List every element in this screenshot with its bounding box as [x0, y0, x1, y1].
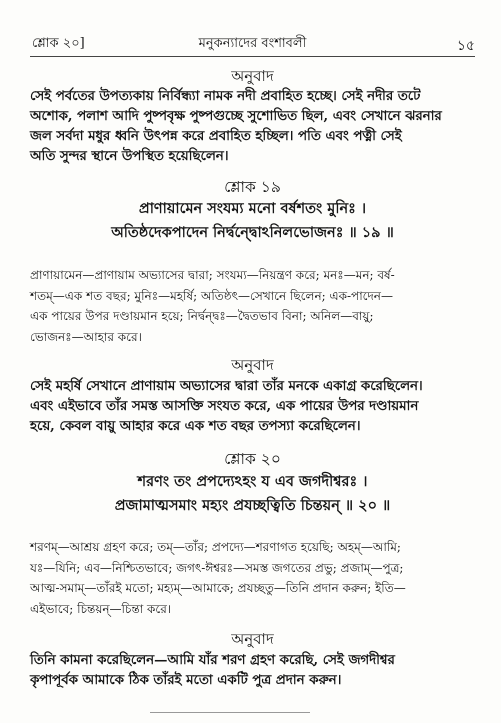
translation-paragraph-2: [30, 377, 475, 437]
verse-title-19: শ্লোক ১৯: [224, 178, 281, 196]
text-line: যঃ—যিনি; এব—নিশ্চিতভাবে; জগৎ-ঈশ্বরঃ—সমস্ত জগতের প্রভু; প্রজাম্—পুত্র;: [30, 560, 404, 575]
text-line: তিনি কামনা করেছিলেন—আমি যাঁর শরণ গ্রহণ করেছি, সেই জগদীশ্বর: [30, 653, 395, 668]
text-line: এবং এইভাবে তাঁর সমস্ত আসক্তি সংযত করে, এক পায়ের উপর দণ্ডায়মান: [30, 399, 419, 414]
running-header: [30, 34, 475, 54]
header-chapter-title: মনুকন্যাদের বংশাবলী: [198, 36, 307, 51]
translation-heading-2: অনুবাদ: [231, 356, 274, 374]
verse-title-20: শ্লোক ২০: [224, 450, 281, 468]
verse-text-20: [30, 470, 475, 518]
text-line: প্রাণায়ামেন—প্রাণায়াম অভ্যাসের দ্বারা; সংযম্য—নিয়ন্ত্রণ করে; মনঃ—মন; বর্ষ-: [30, 268, 395, 282]
translation-heading-3: অনুবাদ: [231, 630, 274, 648]
text-line: শরণম্—আশ্রয় গ্রহণ করে; তম্—তাঁর; প্রপদ্যে—শরণাগত হয়েছি; অহম্—আমি;: [30, 540, 401, 554]
verse-line: শরণং তং প্রপদ্যেঽহং য এব জগদীশ্বরঃ ।: [137, 473, 368, 490]
text-line: আত্ম-সমাম্—তাঁরই মতো; মহ্যম্—আমাকে; প্রযচ্ছতু—তিনি প্রদান করুন; ইতি—: [30, 581, 406, 595]
verse-text-19: [30, 197, 475, 245]
word-for-word-19: [30, 265, 475, 347]
text-line: সেই পর্বতের উপত্যকায় নির্বিন্ধ্যা নামক নদী প্রবাহিত হচ্ছে। সেই নদীর তটে: [30, 89, 421, 104]
text-line: হয়ে, কেবল বায়ু আহার করে এক শত বছর তপস্যা করেছিলেন।: [30, 419, 361, 434]
word-for-word-20: [30, 537, 475, 619]
translation-heading-1: অনুবাদ: [231, 67, 274, 85]
header-verse-reference: শ্লোক ২০]: [32, 36, 85, 51]
text-line: শতম্—এক শত বছর; মুনিঃ—মহর্ষি; অতিষ্ঠৎ—সেখানে ছিলেন; এক-পাদেন—: [30, 288, 393, 303]
verse-line: প্রজামাত্মসমাং মহ্যং প্রযচ্ছত্বিতি চিন্তয়ন্ ॥ ২০ ॥: [114, 497, 391, 514]
page-number: ১৫: [456, 38, 475, 54]
verse-line: প্রাণায়ামেন সংযম্য মনো বর্ষশতং মুনিঃ ।: [138, 200, 367, 217]
text-line: এক পায়ের উপর দণ্ডায়মান হয়ে; নির্দ্বন্দ্বঃ—দ্বৈতভাব বিনা; অনিল—বায়ু;: [30, 309, 374, 323]
text-line: অশোক, পলাশ আদি পুষ্পবৃক্ষ পুষ্পগুচ্ছে সুশোভিত ছিল, এবং সেখানে ঝরনার: [30, 109, 442, 124]
translation-paragraph-3: [30, 651, 475, 691]
text-line: অতি সুন্দর স্থানে উপস্থিত হয়েছিলেন।: [30, 149, 229, 164]
footer-rule: [150, 712, 310, 713]
text-line: এইভাবে; চিন্তয়ন্—চিন্তা করে।: [30, 601, 172, 616]
translation-paragraph-1: [30, 87, 475, 167]
text-line: কৃপাপূর্বক আমাকে ঠিক তাঁরই মতো একটি পুত্র প্রদান করুন।: [30, 673, 342, 688]
text-line: ভোজনঃ—আহার করে।: [30, 329, 142, 344]
text-line: সেই মহর্ষি সেখানে প্রাণায়াম অভ্যাসের দ্বারা তাঁর মনকে একাগ্র করেছিলেন।: [30, 379, 423, 394]
document-page: [30, 0, 475, 723]
text-line: জল সর্বদা মধুর ধ্বনি উৎপন্ন করে প্রবাহিত হচ্ছিল। পতি এবং পত্নী সেই: [30, 129, 402, 144]
header-rule: [30, 56, 475, 57]
verse-line: অতিষ্ঠদেকপাদেন নির্দ্বন্দ্বোঽনিলভোজনঃ ॥ ১৯ ॥: [111, 224, 394, 241]
